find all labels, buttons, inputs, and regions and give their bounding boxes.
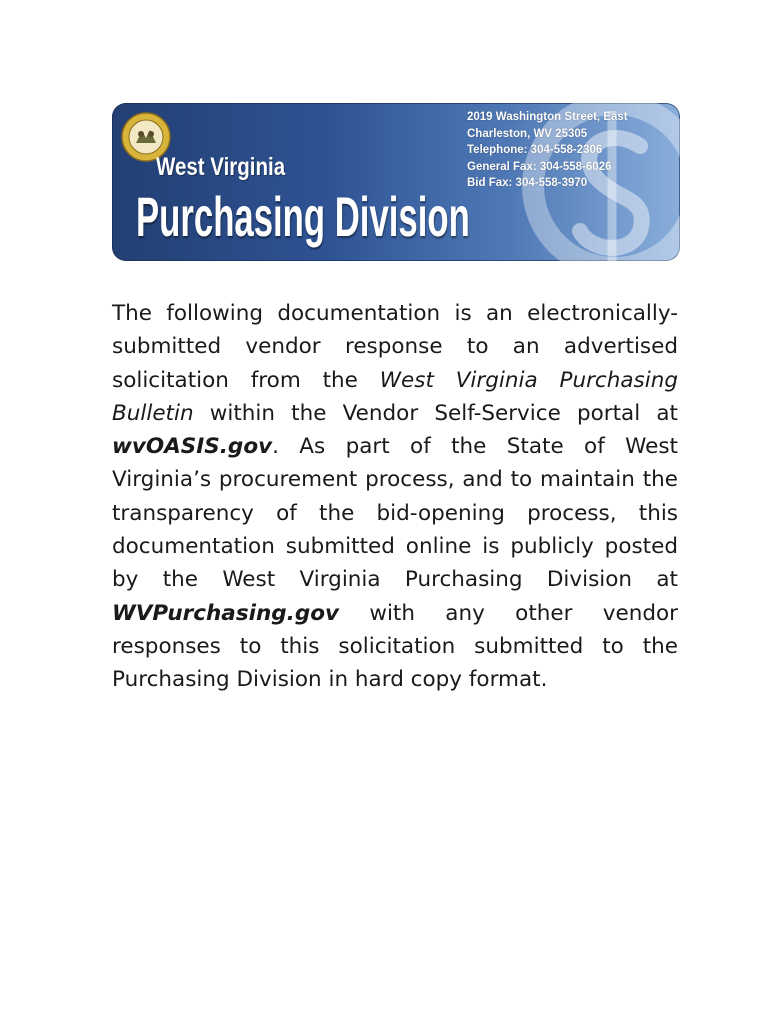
banner-title-west-virginia: West Virginia <box>156 153 286 181</box>
bid-fax: Bid Fax: 304-558-3970 <box>467 177 588 189</box>
notice-paragraph <box>112 297 678 697</box>
banner-title-purchasing-division: Purchasing Division <box>136 185 470 248</box>
notice-text-1: The following documentation is an electronically-submitted vendor response to an advertised solicitation from the <box>112 301 678 393</box>
purchasing-division-banner <box>112 103 680 261</box>
address-line-1: 2019 Washington Street, East <box>467 111 628 123</box>
address-line-2: Charleston, WV 25305 <box>467 127 588 140</box>
bulletin-name: West Virginia Purchasing Bulletin <box>112 367 678 426</box>
contact-block <box>467 109 628 192</box>
telephone: Telephone: 304-558-2306 <box>467 144 603 156</box>
general-fax: General Fax: 304-558-6026 <box>467 160 612 173</box>
notice-text-2: within the Vendor Self-Service portal at <box>193 400 678 426</box>
wvoasis-link: wvOASIS.gov <box>112 434 273 460</box>
notice-text-4: with any other vendor responses to this solicitation submitted to the Purchasing Division in hard copy format. <box>112 600 678 693</box>
notice-text-3: . As part of the State of West Virginia’s procurement process, and to maintain the transparency of the bid-opening process, this documentation submitted online is publicly posted by the West Virginia Purchasing Division at <box>112 434 678 593</box>
wvpurchasing-link: WVPurchasing.gov <box>112 600 340 626</box>
